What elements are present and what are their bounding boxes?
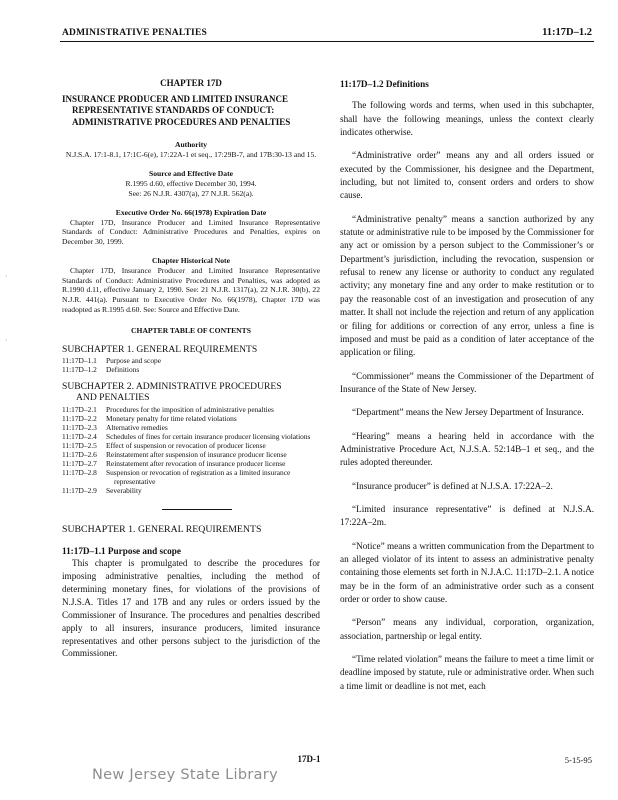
toc-item-number: 11:17D–1.2	[62, 364, 97, 374]
toc-list-1	[62, 356, 320, 374]
definition-paragraph: “Department” means the New Jersey Department of Insurance.	[352, 407, 584, 418]
toc-subchapter-1: SUBCHAPTER 1. GENERAL REQUIREMENTS	[62, 344, 258, 356]
toc-subchapter-2-cont: AND PENALTIES	[76, 392, 150, 404]
toc-item	[62, 441, 320, 450]
authority-text: N.J.S.A. 17:1-8.1, 17:1C-6(e), 17:22A-1 et seq., 17:29B-7, and 17B:30-13 and 15.	[65, 150, 317, 160]
toc-item	[62, 365, 320, 374]
toc-item	[62, 423, 320, 432]
toc-item-number: 11:17D–2.3	[62, 423, 97, 433]
source-line: See: 26 N.J.R. 4307(a), 27 N.J.R. 562(a).	[128, 188, 254, 198]
library-stamp: New Jersey State Library	[92, 767, 278, 783]
historical-note-text: Chapter 17D, Insurance Producer and Limited Insurance Representative Standards of Conduct: Administrative Procedures and Penalties, was adopted as R.1990 d.11, effective January 2, 1990. See: 21 N.J.R. 1317(a), 22 N.J.R. 30(b), 22 N.J.R. 441(a). Pursuant to Executive Order No. 66(1978), Chapter 17D was readopted as R.1995 d.60. See: Source and Effective Date.	[62, 265, 320, 314]
toc-item	[62, 459, 320, 468]
source-heading: Source and Effective Date	[148, 169, 233, 179]
authority-heading: Authority	[174, 140, 208, 150]
toc-item-number: 11:17D–2.6	[62, 450, 97, 460]
toc-item	[62, 468, 320, 486]
running-header-section: 11:17D–1.2	[542, 27, 592, 38]
toc-title: CHAPTER TABLE OF CONTENTS	[131, 326, 251, 336]
definition-paragraph: “Limited insurance representative” is defined at N.J.S.A. 17:22A–2m.	[340, 503, 594, 528]
toc-item	[62, 405, 320, 414]
page-number: 17D-1	[297, 754, 321, 764]
source-line: R.1995 d.60, effective December 30, 1994.	[125, 179, 257, 189]
toc-item-number: 11:17D–1.1	[62, 355, 97, 365]
toc-item-number: 11:17D–2.9	[62, 486, 97, 496]
toc-list-2	[62, 405, 320, 495]
toc-item-title: Alternative remedies	[106, 423, 168, 433]
section-divider	[162, 509, 232, 510]
definition-paragraph: “Administrative penalty” means a sanction authorized by any statute or administrative rule to be imposed by the Commissioner for any act or omission by a person subject to the Commissioner’s or Department’s jurisdiction, including the revocation, suspension or refusal to renew any license or authority to conduct any regulated activity; any monetary fine and any order to make restitution or to pay the reasonable cost of an investigation and prosecution of any matter. It shall not include the rejection and return of any application or filing for additions or correction of any error, unless a fine is imposed and must be paid as a condition of later acceptance of the application or filing.	[340, 213, 594, 358]
definition-paragraph: “Administrative order” means any and all orders issued or executed by the Commissioner, his designee and the Department, including, but not limited to, consent orders and orders to show cause.	[340, 150, 594, 201]
toc-item-title: Reinstatement after suspension of insurance producer license	[106, 450, 287, 460]
right-column	[340, 78, 594, 703]
subchapter-1-heading: SUBCHAPTER 1. GENERAL REQUIREMENTS	[62, 524, 262, 536]
toc-item-title: Effect of suspension or revocation of producer license	[106, 441, 266, 451]
definitions-intro: The following words and terms, when used in this subchapter, shall have the following meanings, unless the context clearly indicates otherwise.	[340, 100, 594, 138]
toc-item-title: Suspension or revocation of registration as a limited insurance representative	[106, 468, 291, 487]
toc-item-title: Definitions	[106, 364, 140, 374]
toc-subchapter-2: SUBCHAPTER 2. ADMINISTRATIVE PROCEDURES	[62, 380, 282, 392]
definition-paragraph: “Commissioner” means the Commissioner of the Department of Insurance of the State of New Jersey.	[340, 370, 594, 394]
executive-order-heading: Executive Order No. 66(1978) Expiration Date	[115, 207, 267, 217]
definition-paragraph: “Time related violation” means the failure to meet a time limit or deadline imposed by statute, rule or administrative order. When such a time limit or deadline is not met, each	[340, 654, 594, 691]
left-column	[62, 78, 320, 660]
running-header-title: ADMINISTRATIVE PENALTIES	[62, 28, 207, 38]
definition-paragraph: “Insurance producer” is defined at N.J.S.A. 17:22A–2.	[352, 480, 553, 491]
toc-item-title: Schedules of fines for certain insurance producer licensing violations	[106, 432, 311, 442]
toc-item-title: Reinstatement after revocation of insurance producer license	[106, 459, 286, 469]
toc-item	[62, 432, 320, 441]
toc-item-number: 11:17D–2.8	[62, 468, 97, 478]
section-1-1-heading: 11:17D–1.1 Purpose and scope	[62, 546, 181, 557]
executive-order-text: Chapter 17D, Insurance Producer and Limited Insurance Representative Standards of Conduct: Administrative Procedures and Penalties, expires on December 30, 1999.	[62, 217, 320, 247]
historical-note-heading: Chapter Historical Note	[152, 255, 230, 265]
toc-item-number: 11:17D–2.5	[62, 441, 97, 451]
toc-item	[62, 486, 320, 495]
section-1-2-heading: 11:17D–1.2 Definitions	[340, 79, 429, 89]
toc-item	[62, 450, 320, 459]
scan-speck: ·	[5, 272, 8, 281]
chapter-label: CHAPTER 17D	[160, 78, 222, 88]
definition-paragraph: “Hearing” means a hearing held in accordance with the Administrative Procedure Act, N.J.S.A. 52:14B–1 et seq., and the rules adopted thereunder.	[340, 430, 594, 468]
toc-item-number: 11:17D–2.4	[62, 432, 97, 442]
toc-item	[62, 356, 320, 365]
section-1-1-text: This chapter is promulgated to describe the procedures for imposing administrative penalties, including the method of determining monetary fines, for violations of the provisions of N.J.S.A. Titles 17 and 17B and any rules or orders issued by the Commissioner of Insurance. The procedures and penalties described apply to all insurers, insurance producers, limited insurance representatives and other persons subject to the jurisdiction of the Commissioner.	[62, 558, 320, 659]
scan-speck: ·	[5, 336, 8, 345]
toc-item-title: Monetary penalty for time related violations	[106, 414, 237, 423]
toc-item-number: 11:17D–2.2	[62, 414, 97, 423]
toc-item-title: Procedures for the imposition of administrative penalties	[106, 404, 274, 414]
chapter-title: INSURANCE PRODUCER AND LIMITED INSURANCE REPRESENTATIVE STANDARDS OF CONDUCT: ADMINISTRATIVE PROCEDURES AND PENALTIES	[62, 93, 291, 127]
definition-paragraph: “Notice” means a written communication from the Department to an alleged violator of its intent to assess an administrative penalty containing those elements set forth in N.J.A.C. 11:17D–2.1. A notice may be in the form of an administrative order such as a consent order or order to show cause.	[340, 540, 594, 604]
toc-item	[62, 414, 320, 423]
toc-item-title: Purpose and scope	[106, 355, 162, 365]
definition-paragraph: “Person” means any individual, corporation, organization, association, partnership or legal entity.	[340, 617, 594, 641]
toc-item-number: 11:17D–2.1	[62, 404, 97, 414]
toc-item-number: 11:17D–2.7	[62, 459, 97, 469]
toc-item-title: Severability	[106, 486, 142, 496]
header-rule	[60, 41, 594, 42]
revision-date: 5-15-95	[564, 755, 592, 765]
